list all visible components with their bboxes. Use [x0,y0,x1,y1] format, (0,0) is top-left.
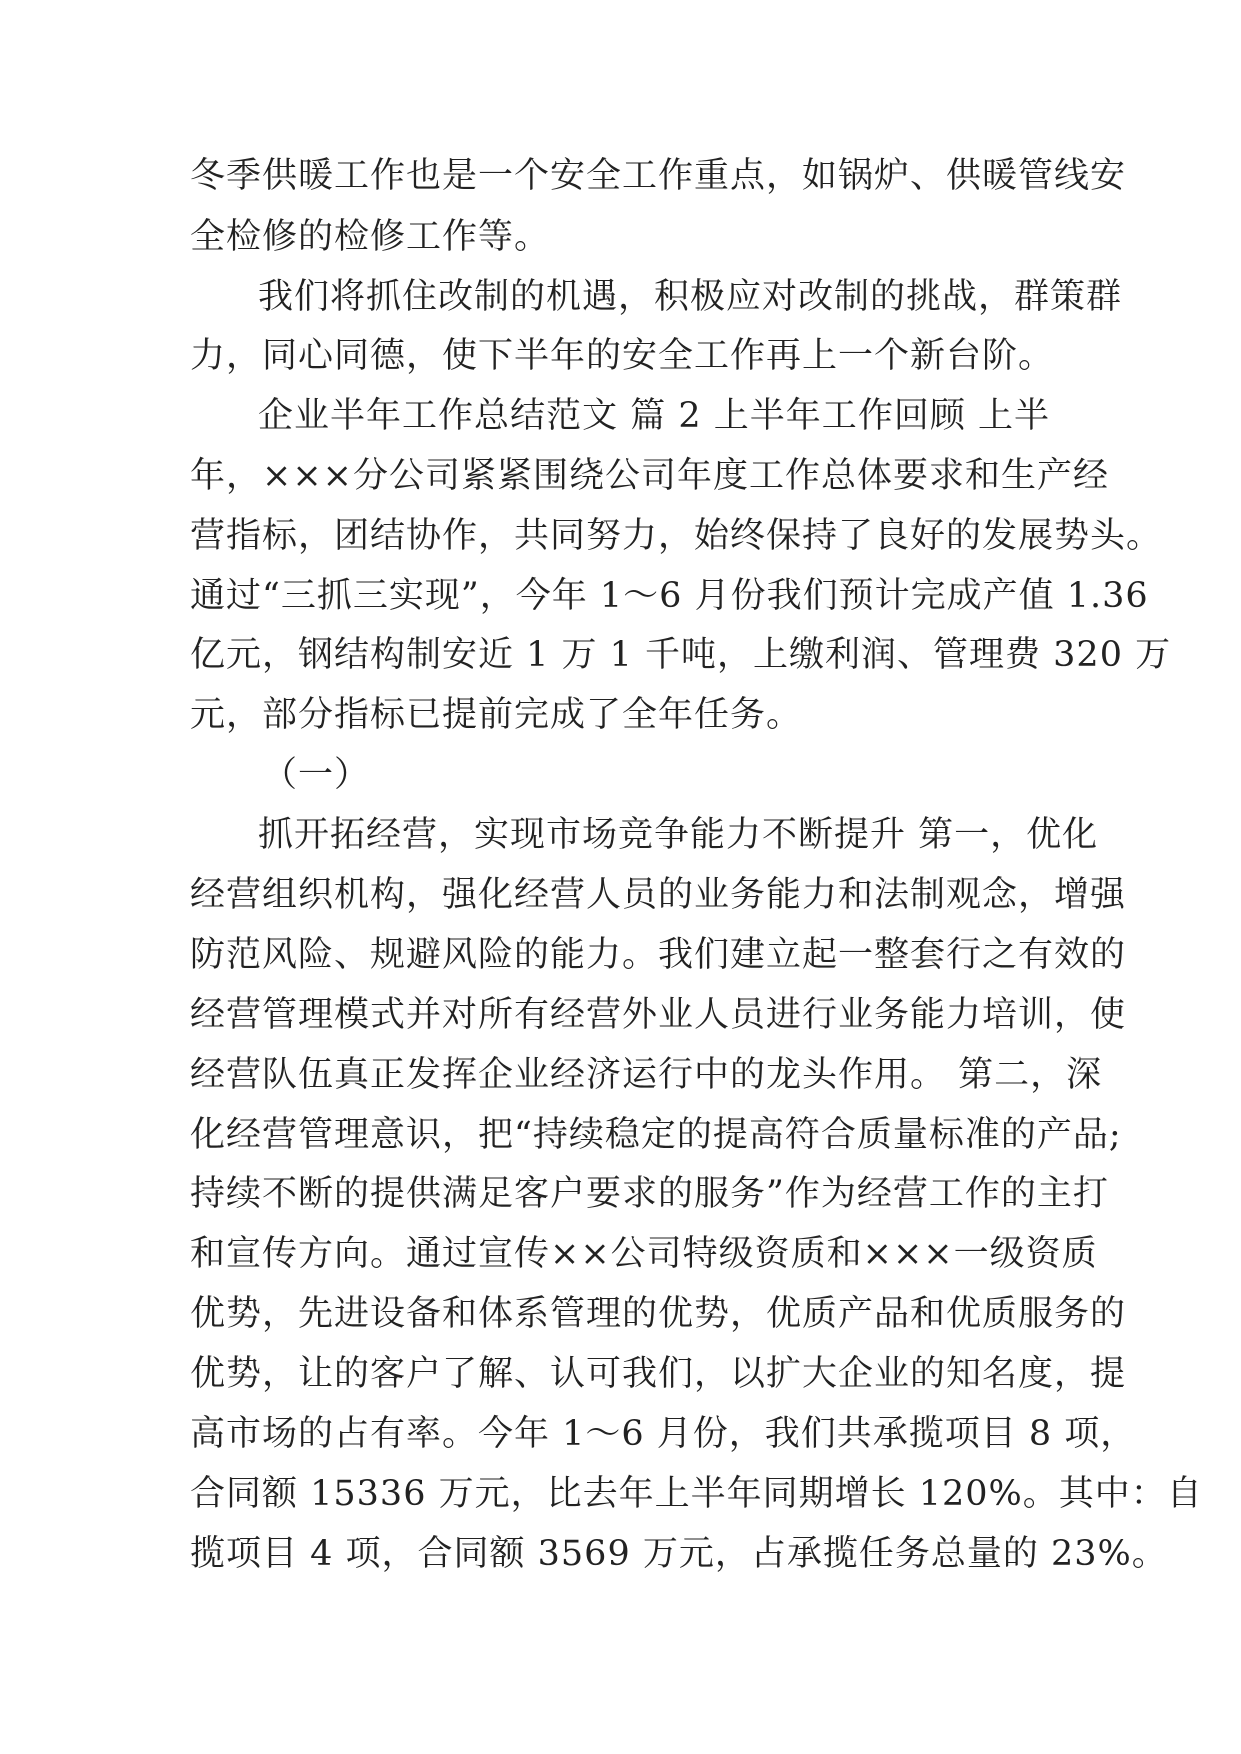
paragraph-line: 冬季供暖工作也是一个安全工作重点，如锅炉、供暖管线安 [190,156,1127,196]
paragraph-line: 力，同心同德，使下半年的安全工作再上一个新台阶。 [190,336,1055,376]
paragraph-line: 合同额 15336 万元，比去年上半年同期增长 120%。其中：自 [190,1474,1203,1514]
paragraph-line: 全检修的检修工作等。 [190,217,551,257]
paragraph-line: 经营管理模式并对所有经营外业人员进行业务能力培训，使 [190,995,1127,1035]
paragraph-line: 揽项目 4 项，合同额 3569 万元，占承揽任务总量的 23%。 [190,1534,1168,1574]
paragraph-line: 优势，让的客户了解、认可我们，以扩大企业的知名度，提 [190,1354,1127,1394]
paragraph-line: 持续不断的提供满足客户要求的服务”作为经营工作的主打 [190,1174,1109,1214]
paragraph-line: 抓开拓经营，实现市场竞争能力不断提升 第一，优化 [258,815,1099,855]
paragraph-line: 我们将抓住改制的机遇，积极应对改制的挑战，群策群 [258,277,1123,317]
paragraph-line: 和宣传方向。通过宣传××公司特级资质和×××一级资质 [190,1234,1098,1274]
paragraph-line: 化经营管理意识，把“持续稳定的提高符合质量标准的产品; [190,1115,1122,1155]
paragraph-line: 通过“三抓三实现”，今年 1～6 月份我们预计完成产值 1.36 [190,576,1149,616]
paragraph-line: 高市场的占有率。今年 1～6 月份，我们共承揽项目 8 项， [190,1414,1137,1454]
paragraph-line: 经营组织机构，强化经营人员的业务能力和法制观念，增强 [190,875,1127,915]
paragraph-line: 营指标，团结协作，共同努力，始终保持了良好的发展势头。 [190,516,1163,556]
paragraph-line: 经营队伍真正发挥企业经济运行中的龙头作用。 第二，深 [190,1055,1103,1095]
paragraph-line: 年，×××分公司紧紧围绕公司年度工作总体要求和生产经 [190,456,1109,496]
paragraph-line: 优势，先进设备和体系管理的优势，优质产品和优质服务的 [190,1294,1127,1334]
paragraph-line: 防范风险、规避风险的能力。我们建立起一整套行之有效的 [190,935,1127,975]
paragraph-line: 元，部分指标已提前完成了全年任务。 [190,695,803,735]
subsection-number: （一） [262,755,371,795]
paragraph-line: 亿元，钢结构制安近 1 万 1 千吨，上缴利润、管理费 320 万 [190,635,1172,675]
section-heading-line: 企业半年工作总结范文 篇 2 上半年工作回顾 上半 [258,396,1050,436]
